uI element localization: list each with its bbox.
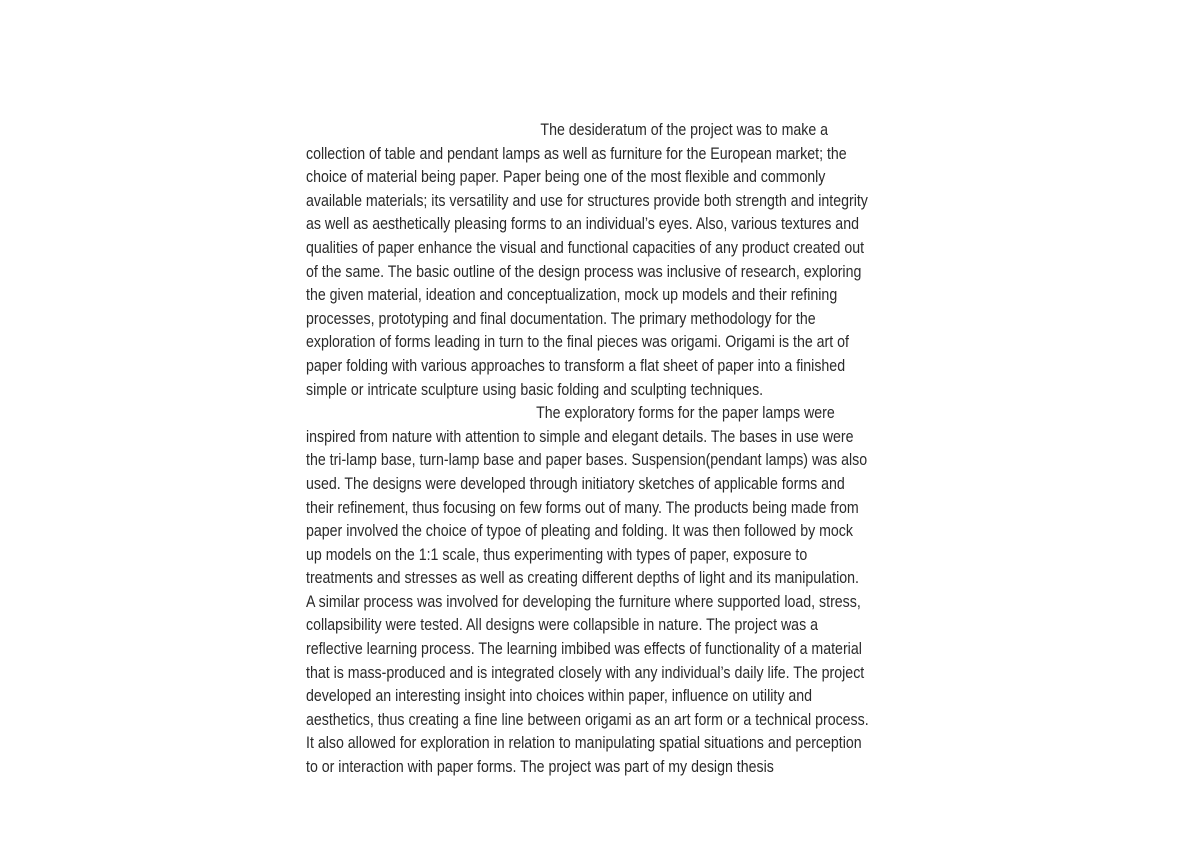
paragraph-2-line-11: reflective learning process. The learning imbibed was effects of functionality of a material bbox=[306, 640, 862, 659]
paragraph-1-line-1: The desideratum of the project was to make a bbox=[540, 121, 829, 139]
paragraph-1-line-7: of the same. The basic outline of the design process was inclusive of research, exploring bbox=[306, 262, 862, 281]
paragraph-2-line-6: paper involved the choice of typoe of pleating and folding. It was then followed by mock bbox=[306, 522, 853, 541]
paragraph-1-line-9: processes, prototyping and final documentation. The primary methodology for the bbox=[306, 309, 816, 328]
body-text bbox=[306, 119, 869, 780]
paragraph-2-line-4: used. The designs were developed through initiatory sketches of applicable forms and bbox=[306, 474, 845, 493]
paragraph-2-line-12: that is mass-produced and is integrated closely with any individual’s daily life. The project bbox=[306, 663, 865, 682]
paragraph-1-line-5: as well as aesthetically pleasing forms to an individual’s eyes. Also, various textures and bbox=[306, 215, 859, 234]
paragraph-1-line-3: choice of material being paper. Paper being one of the most flexible and commonly bbox=[306, 168, 826, 187]
paragraph-2-line-7: up models on the 1:1 scale, thus experimenting with types of paper, exposure to bbox=[306, 545, 808, 564]
paragraph-2-line-14: aesthetics, thus creating a fine line between origami as an art form or a technical process. bbox=[306, 710, 869, 729]
paragraph-1-line-8: the given material, ideation and conceptualization, mock up models and their refining bbox=[306, 286, 838, 305]
paragraph-1-line-12: simple or intricate sculpture using basic folding and sculpting techniques. bbox=[306, 380, 764, 399]
paragraph-1-line-11: paper folding with various approaches to transform a flat sheet of paper into a finished bbox=[306, 356, 846, 375]
paragraph-1-line-6: qualities of paper enhance the visual and functional capacities of any product created out bbox=[306, 238, 865, 257]
paragraph-2-line-3: the tri-lamp base, turn-lamp base and paper bases. Suspension(pendant lamps) was also bbox=[306, 451, 868, 470]
paragraph-2-line-2: inspired from nature with attention to simple and elegant details. The bases in use were bbox=[306, 427, 854, 446]
paragraph-2-line-13: developed an interesting insight into choices within paper, influence on utility and bbox=[306, 687, 813, 706]
paragraph-2-line-10: collapsibility were tested. All designs were collapsible in nature. The project was a bbox=[306, 616, 818, 635]
paragraph-1-line-10: exploration of forms leading in turn to the final pieces was origami. Origami is the art of bbox=[306, 333, 849, 352]
paragraph-2-line-5: their refinement, thus focusing on few forms out of many. The products being made from bbox=[306, 498, 859, 517]
paragraph-2-line-16: to or interaction with paper forms. The project was part of my design thesis bbox=[306, 758, 774, 777]
paragraph-1-line-2: collection of table and pendant lamps as well as furniture for the European market; the bbox=[306, 144, 847, 163]
paragraph-2-line-15: It also allowed for exploration in relation to manipulating spatial situations and perception bbox=[306, 734, 862, 753]
paragraph-1-line-4: available materials; its versatility and use for structures provide both strength and integrity bbox=[306, 191, 868, 210]
paragraph-2-line-8: treatments and stresses as well as creating different depths of light and its manipulation. bbox=[306, 569, 859, 588]
paragraph-2-line-9: A similar process was involved for developing the furniture where supported load, stress, bbox=[306, 592, 861, 611]
paragraph-2-line-1: The exploratory forms for the paper lamps were bbox=[536, 404, 835, 423]
